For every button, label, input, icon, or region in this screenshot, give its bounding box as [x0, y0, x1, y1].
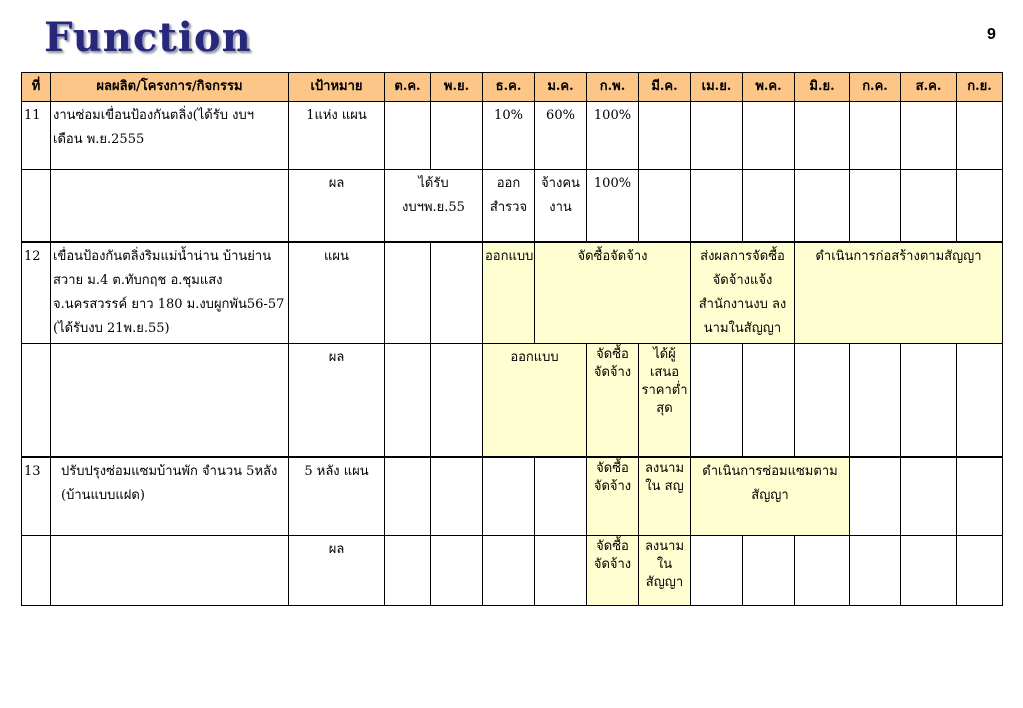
- table-row: [22, 102, 1003, 170]
- table-row: [22, 535, 1003, 605]
- col-header-target: เป้าหมาย: [289, 73, 385, 102]
- construct-cell: ดำเนินการก่อสร้างตามสัญญา: [795, 242, 1003, 344]
- bidder-cell: ได้ผู้เสนอราคาต่ำสุด: [639, 343, 691, 457]
- col-header-no: ที่: [22, 73, 51, 102]
- col-header-jan: ม.ค.: [535, 73, 587, 102]
- project-name: ปรับปรุงซ่อมแซมบ้านพัก จำนวน 5หลัง (บ้านแบบแฝด): [51, 457, 289, 535]
- col-header-project: ผลผลิต/โครงการ/กิจกรรม: [51, 73, 289, 102]
- col-header-sep: ก.ย.: [957, 73, 1003, 102]
- procure-cell: จัดซื้อจัดจ้าง: [587, 535, 639, 605]
- row-number: 12: [22, 242, 51, 344]
- jan-cell: 60%: [535, 102, 587, 170]
- page-title: Function: [44, 14, 252, 61]
- col-header-jun: มิ.ย.: [795, 73, 850, 102]
- target-cell: 5 หลัง แผน: [289, 457, 385, 535]
- header-row: [22, 73, 1003, 102]
- col-header-may: พ.ค.: [743, 73, 795, 102]
- target-cell: ผล: [289, 535, 385, 605]
- col-header-feb: ก.พ.: [587, 73, 639, 102]
- table-row: [22, 170, 1003, 242]
- col-header-nov: พ.ย.: [431, 73, 483, 102]
- dec-cell: ออกสำรวจ: [483, 170, 535, 242]
- dec-cell: 10%: [483, 102, 535, 170]
- repair-cell: ดำเนินการซ่อมแซมตามสัญญา: [691, 457, 850, 535]
- sign-cell: ลงนามใน สญ: [639, 457, 691, 535]
- col-header-oct: ต.ค.: [385, 73, 431, 102]
- design-cell: ออกแบบ: [483, 343, 587, 457]
- target-cell: แผน: [289, 242, 385, 344]
- page-number: 9: [987, 26, 996, 43]
- target-cell: ผล: [289, 343, 385, 457]
- col-header-dec: ธ.ค.: [483, 73, 535, 102]
- procure-cell: จัดซื้อจัดจ้าง: [587, 457, 639, 535]
- project-schedule-table: [21, 72, 1003, 606]
- col-header-apr: เม.ย.: [691, 73, 743, 102]
- report-cell: ส่งผลการจัดซื้อจัดจ้างแจ้งสำนักงานงบ ลงนามในสัญญา: [691, 242, 795, 344]
- target-cell: 1แห่ง แผน: [289, 102, 385, 170]
- target-cell: ผล: [289, 170, 385, 242]
- feb-cell: 100%: [587, 170, 639, 242]
- jan-cell: จ้างคนงาน: [535, 170, 587, 242]
- project-name: เขื่อนป้องกันตลิ่งริมแม่น้ำน่าน บ้านย่านสวาย ม.4 ต.ทับกฤช อ.ชุมแสง จ.นครสวรรค์ ยาว 180 ม.งบผูกพัน56-57 (ได้รับงบ 21พ.ย.55): [51, 242, 289, 344]
- col-header-aug: ส.ค.: [901, 73, 957, 102]
- procure-cell: จัดซื้อจัดจ้าง: [587, 343, 639, 457]
- oct-nov-cell: ได้รับงบฯพ.ย.55: [385, 170, 483, 242]
- table-row: [22, 457, 1003, 535]
- col-header-mar: มี.ค.: [639, 73, 691, 102]
- table-row: [22, 242, 1003, 344]
- project-name: งานซ่อมเขื่อนป้องกันตลิ่ง(ได้รับ งบฯ เดือน พ.ย.2555: [51, 102, 289, 170]
- table-row: [22, 343, 1003, 457]
- design-cell: ออกแบบ: [483, 242, 535, 344]
- row-number: 13: [22, 457, 51, 535]
- feb-cell: 100%: [587, 102, 639, 170]
- sign-cell: ลงนามในสัญญา: [639, 535, 691, 605]
- row-number: 11: [22, 102, 51, 170]
- procure-cell: จัดซื้อจัดจ้าง: [535, 242, 691, 344]
- col-header-jul: ก.ค.: [850, 73, 901, 102]
